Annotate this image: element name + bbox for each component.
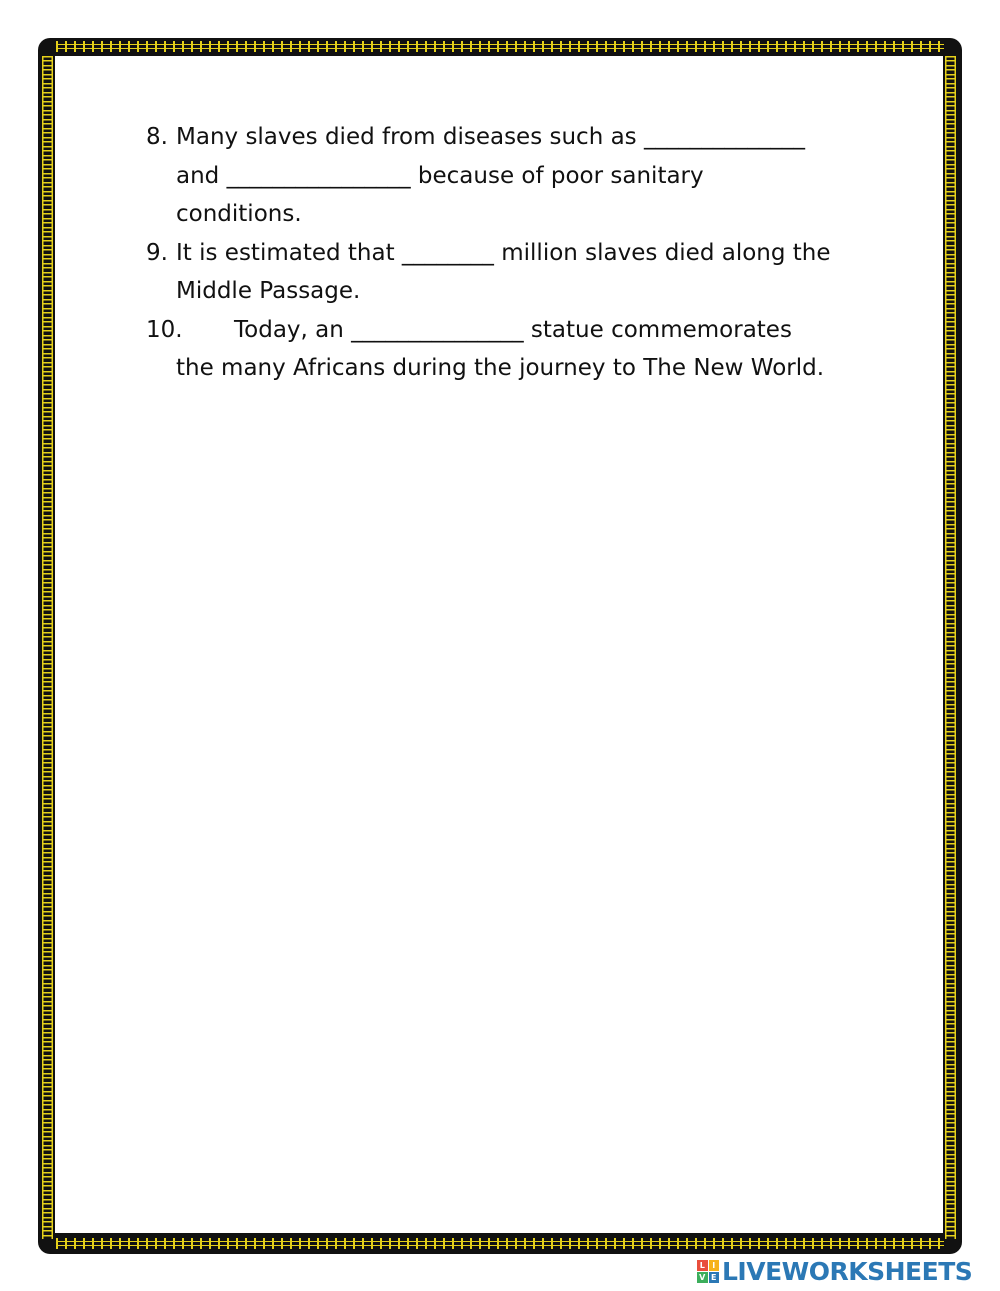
logo-mark-icon <box>697 1260 719 1282</box>
border-band-bottom <box>56 1238 944 1249</box>
border-band-top <box>56 41 944 52</box>
question-10 <box>146 311 886 388</box>
question-line: conditions. <box>176 201 302 227</box>
question-line: Many slaves died from diseases such as ______________ <box>176 124 805 150</box>
question-number: 9. <box>146 239 168 266</box>
logo-mark-letter: E <box>709 1272 720 1283</box>
question-8 <box>146 118 886 234</box>
border-band-left <box>42 56 53 1239</box>
logo-text: LIVEWORKSHEETS <box>722 1256 973 1286</box>
question-list <box>146 118 886 388</box>
question-line: the many Africans during the journey to The New World. <box>176 355 825 381</box>
question-line: Today, an _______________ statue commemorates <box>234 316 792 343</box>
question-number: 8. <box>146 124 168 150</box>
liveworksheets-logo[interactable] <box>697 1256 972 1286</box>
question-number: 10. <box>146 316 183 343</box>
logo-mark-letter: V <box>697 1272 708 1283</box>
logo-mark-letter: I <box>709 1260 720 1271</box>
question-line: Middle Passage. <box>176 278 361 304</box>
question-line: It is estimated that ________ million slaves died along the <box>176 239 831 266</box>
question-9 <box>146 234 886 311</box>
logo-mark-letter: L <box>697 1260 708 1271</box>
border-band-right <box>945 56 956 1239</box>
question-line: and ________________ because of poor sanitary <box>176 162 704 189</box>
